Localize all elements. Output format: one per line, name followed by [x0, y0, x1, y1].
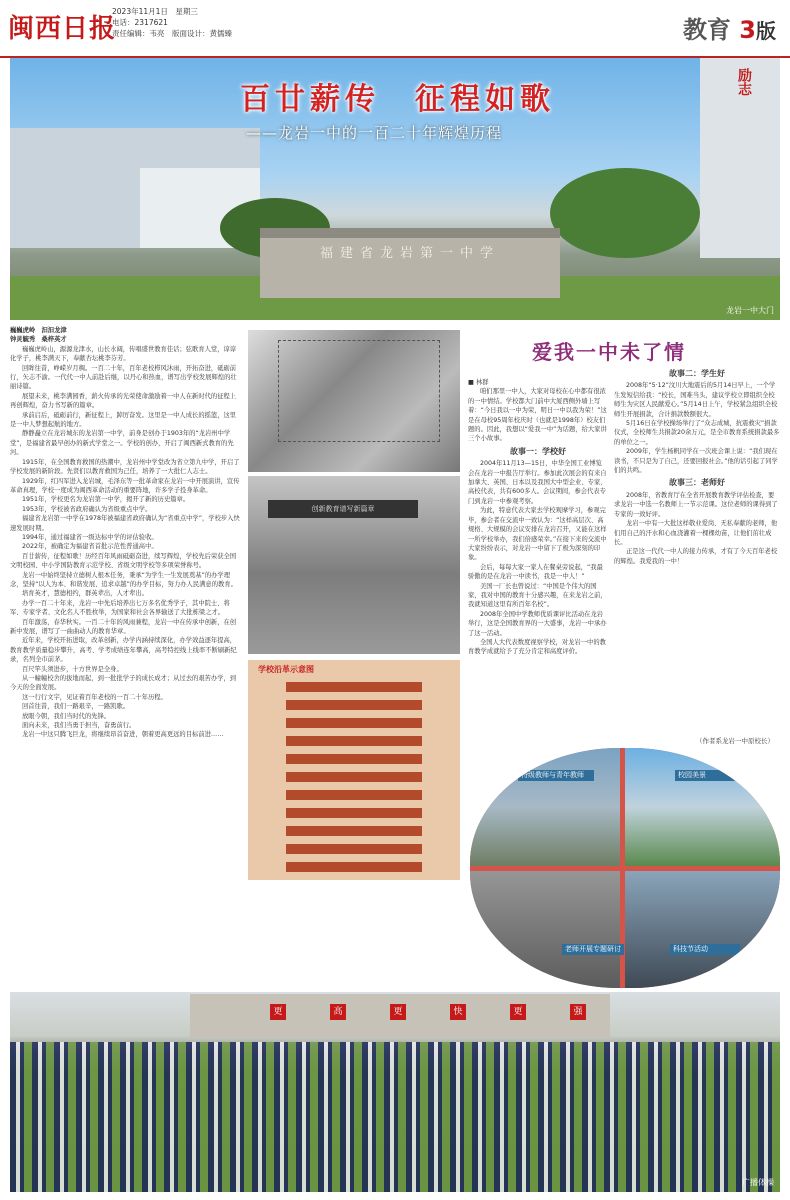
- paragraph: 2008年，省教育厅在全省开展教育教学评估检查，要求龙岩一中选一名教师上一节示范课。这位老师的课得到了专家的一致好评。: [614, 491, 778, 518]
- newspaper-logo: 闽西日报: [8, 14, 117, 44]
- title-spacer: [614, 326, 780, 366]
- paragraph: 龙岩一中始终坚持立德树人根本任务，秉承“为学生一生发展奠基”的办学理念，坚持“以人为本、和谐发展、追求卓越”的办学目标，努力办人民满意的教育。: [10, 571, 237, 588]
- flowchart-title: 学校沿革示意图: [258, 665, 314, 674]
- collage-photo-science: [625, 871, 780, 988]
- page-suffix: 版: [756, 19, 776, 43]
- paragraph: 面向未来，我们当勇于担当，奋勇前行。: [22, 722, 136, 730]
- history-body: [10, 345, 240, 740]
- archive-photo-campus: [248, 330, 460, 472]
- slogan-sign: 更: [510, 1004, 526, 1020]
- paragraph: 正是这一代代一中人的接力传承，才有了今天百年老校的辉煌。我爱我的一中！: [614, 548, 778, 565]
- issue-date: 2023年11月1日 星期三: [112, 7, 198, 16]
- paragraph: 承前启后，砥砺前行，新征程上，踔厉奋发。这里是一中人成长的摇篮，这里是一中人梦想起航的地方。: [10, 411, 237, 429]
- author-signature: （作者系龙岩一中原校长）: [696, 737, 774, 745]
- paragraph: 2004年11月13—15日，中华全国工业博览会在龙岩一中报告厅举行。参加此次展会的有来自加拿大、英国、日本以及我国大中型企业、专家、高校代表，共有600多人。会议期间，参会代表专门到龙岩一中参观考察。: [468, 460, 607, 505]
- paragraph: 静静矗立在龙岩城东的龙岩第一中学，前身是创办于1903年的“龙岩州中学堂”，是福建省最早创办的新式学堂之一。学校的创办，开启了闽西新式教育的先河。: [10, 430, 234, 457]
- paragraph: 百尺竿头须进步，十方世界是全身。: [22, 665, 123, 673]
- flow-step: [286, 808, 422, 818]
- bottom-caption: 广播体操: [742, 1178, 774, 1187]
- page-number: 3: [739, 16, 756, 44]
- paragraph: 5月16日在学校操场举行了“众志成城，抗震救灾”捐款仪式，全校师生共捐款20余万元，是全市教育系统捐款最多的单位之一。: [614, 420, 780, 446]
- paragraph: 2008年全国中学教师优质课评比活动在龙岩举行，这是全国教育界的一大盛事，龙岩一中承办了这一活动。: [468, 610, 607, 637]
- collage-label: 老师开展专题研讨: [562, 944, 624, 955]
- archive-photo-gate: [248, 476, 460, 654]
- paragraph: 放眼今朝，我们当时代的先锋。: [22, 712, 111, 720]
- red-sign: 励志: [736, 68, 752, 96]
- paragraph: 为此，特意代表大家去学校观摩学习，参观完毕，参会者在交流中一致认为：“这样高层次、高规格、大规模的会议安排在龙岩召开，又能在这样一所学校举办，我们倍感荣幸。”在接下来的交流中大家纷纷表示，对龙岩一中留下了极为深刻的印象。: [468, 507, 607, 562]
- paragraph: 办学一百二十年来，龙岩一中先后培养出七万多名优秀学子，其中院士、将军、专家学者、文化名人不胜枚举，为国家和社会各界输送了大批栋梁之才。: [10, 599, 230, 617]
- story-three-title: 故事三：老师好: [669, 478, 725, 488]
- gate-inscription: 福建省龙岩第一中学: [319, 246, 500, 261]
- archive-banner: 创新教育谱写新篇章: [268, 500, 418, 518]
- flow-step: [286, 718, 422, 728]
- exercise-photo: [10, 992, 780, 1192]
- paragraph: 2009年，学生杨帆同学在一次班会课上说：“我们现在读书，不只是为了自己，还要回报社会。”他的话引起了同学们的共鸣。: [614, 448, 778, 475]
- flow-step: [286, 772, 422, 782]
- paragraph: 龙岩一中这只腾飞巨龙，将继续昂首奋进，朝着更高更远的目标前进……: [22, 731, 224, 739]
- masthead: [0, 0, 790, 58]
- hero-caption: 龙岩一中大门: [726, 306, 774, 315]
- flow-step: [286, 700, 422, 710]
- paragraph: 2008年“5·12”汶川大地震后的5月14日早上，一个学生发短信给我：“校长，国难当头，建议学校立即组织全校师生为灾区人民献爱心。”5月14日上午，学校紧急组织全校师生开展捐款，合计捐款数额很大。: [614, 382, 778, 418]
- story-one-body: [468, 459, 608, 657]
- story-one-title: 故事一：学校好: [510, 446, 566, 456]
- hero-photo: [10, 58, 780, 320]
- flow-step: [286, 862, 422, 872]
- article-col-right: [614, 326, 780, 746]
- photo-frame: [278, 340, 440, 442]
- section-label: [683, 10, 776, 45]
- paragraph: 1994年，通过福建省一级达标中学的评估验收。: [22, 533, 158, 541]
- flow-step: [286, 790, 422, 800]
- paragraph: 1915年，在全国教育救国的热潮中，龙岩州中学堂改为省立第九中学，开启了学校发展的新阶段。先贤们以教育救国为己任，培养了一大批仁人志士。: [10, 458, 240, 476]
- paragraph: 咱们那里一中人，大家对母校在心中都有很浓的一中情结。学校都大门前中大厦西侧外墙上写着：“今日我以一中为荣，明日一中以我为荣！”这是在母校95周年校庆时（也就是1998年）校友们题的。因此，我想以“爱我一中”为话题，给大家讲三个小故事。: [468, 388, 607, 443]
- collage-photo-teachers: [470, 748, 620, 866]
- byline: ■ 林群: [468, 379, 489, 386]
- collage-label: 特级教师与青年教师: [518, 770, 594, 781]
- article-intro: [468, 387, 608, 443]
- flow-step: [286, 826, 422, 836]
- collage-label: 科技节活动: [670, 944, 740, 955]
- slogan-sign: 快: [450, 1004, 466, 1020]
- paragraph: 美国一厂长也曾说过：“中国是个伟大的国家，我对中国的教育十分感兴趣，在来龙岩之前，我就知道这里有所百年名校”。: [468, 582, 607, 609]
- paragraph: 展望未来，桃李满园香，薪火传承的光荣使命激励着一中人在新时代的征程上再创辉煌，奋力书写新的篇章。: [10, 392, 237, 410]
- paragraph: 1929年，红四军进入龙岩城，毛泽东等一批革命家在龙岩一中开展演讲，宣传革命真理，学校一度成为闽西革命活动的重要阵地，许多学子投身革命。: [10, 477, 240, 494]
- subheadline: ——龙岩一中的一百二十年辉煌历程: [246, 124, 503, 142]
- paragraph: 回首往昔，我们一路艰辛，一路凯歌。: [22, 703, 130, 711]
- story-two-title: 故事二：学生好: [669, 369, 725, 378]
- paragraph: 龙岩一中有一大批这样敬业爱岗、无私奉献的老师，他们用自己的汗水和心血浇灌着一棵棵幼苗，让他们茁壮成长。: [614, 520, 778, 546]
- tree: [550, 168, 700, 258]
- paragraph: 会后，每每大家一家人在餐桌旁说起，“我最骄傲的是在龙岩一中读书，我是一中人！”: [468, 563, 603, 581]
- paragraph: 2022年，被确定为福建省首批示范性普通高中。: [22, 543, 158, 551]
- history-flowchart: [248, 660, 460, 880]
- section-name: 教育: [682, 16, 731, 44]
- flow-step: [286, 754, 422, 764]
- contact-phone: 电话：2317621: [112, 18, 168, 27]
- paragraph: 这一行行文字，见证着百年老校的一百二十年历程。: [22, 693, 167, 701]
- article-title: 爱我一中未了情: [528, 336, 690, 365]
- story-two-body: [614, 381, 780, 475]
- flow-step: [286, 682, 422, 692]
- collage-photo-seminar: [470, 871, 620, 988]
- flow-step: [286, 844, 422, 854]
- story-three-body: [614, 491, 780, 566]
- flow-step: [286, 736, 422, 746]
- paragraph: 福建省龙岩第一中学在1978年被福建省政府确认为“省重点中学”，学校步入快速发展时期。: [10, 515, 240, 532]
- collage-label: 校园美景: [675, 770, 741, 781]
- paragraph: 培育英才，慧德相约，群英辈出，人才辈出。: [22, 590, 148, 598]
- slogan-sign: 更: [390, 1004, 406, 1020]
- paragraph: 百年激荡，春华秋实。一百二十年的风雨兼程，龙岩一中在传承中创新，在创新中发展，谱写了一曲曲动人的教育华章。: [10, 618, 237, 635]
- history-article: [10, 326, 240, 926]
- paragraph: 百廿薪传，征程如歌！历经百年风雨砥砺奋进，续写辉煌，学校先后荣获全国文明校园、中小学国防教育示范学校、省级文明学校等多项荣誉称号。: [10, 552, 237, 570]
- school-gate: [260, 228, 560, 298]
- title-spacer: [468, 326, 608, 378]
- paragraph: 全国人大代表数度视察学校，对龙岩一中的教育教学成就给予了充分肯定和高度评价。: [468, 638, 606, 656]
- poem-line: 巍巍虎岭 汩汩龙津: [10, 327, 67, 334]
- poem-line: 钟灵毓秀 桑梓英才: [10, 336, 67, 344]
- masthead-meta: [112, 6, 232, 39]
- slogan-sign: 高: [330, 1004, 346, 1020]
- editor-credits: 责任编辑：韦亮 版面设计：黄儒臻: [112, 29, 232, 38]
- paragraph: 近年来，学校开拓进取，改革创新，办学内涵持续深化，办学效益逐年提高，教育教学质量稳步攀升，高考、学考成绩连年攀高，高考特控线上线率不断刷新纪录，名列全市前茅。: [10, 637, 237, 664]
- paragraph: 从一幢幢校舍的拔地而起，到一批批学子的成长成才；从过去的艰苦办学，到今天的全面发展。: [10, 675, 237, 692]
- paragraph: 1953年，学校被省政府确认为省级重点中学。: [22, 505, 152, 513]
- article-col-left: [468, 326, 608, 746]
- slogan-sign: 强: [570, 1004, 586, 1020]
- student-rows: [10, 1042, 780, 1192]
- collage-photo-campus: [625, 748, 780, 866]
- paragraph: 回眸往昔，峥嵘岁月稠。一百二十年，百年老校栉风沐雨，开拓奋进，砥砺前行，矢志不渝。一代代一中人前赴后继，以丹心和热血，谱写出学校发展辉煌的壮丽诗篇。: [10, 364, 237, 391]
- paragraph: 巍巍虎岭山，源源龙津水，山长水阔，传唱盛世教育佳话；弦歌育人堂，谆谆化学子，桃李满天下，奉献杏坛桃李芬芳。: [10, 345, 237, 363]
- slogan-sign: 更: [270, 1004, 286, 1020]
- photo-collage: [470, 748, 780, 988]
- headline: 百廿薪传 征程如歌: [240, 82, 555, 117]
- paragraph: 1951年，学校更名为龙岩第一中学，揭开了新的历史篇章。: [22, 496, 190, 504]
